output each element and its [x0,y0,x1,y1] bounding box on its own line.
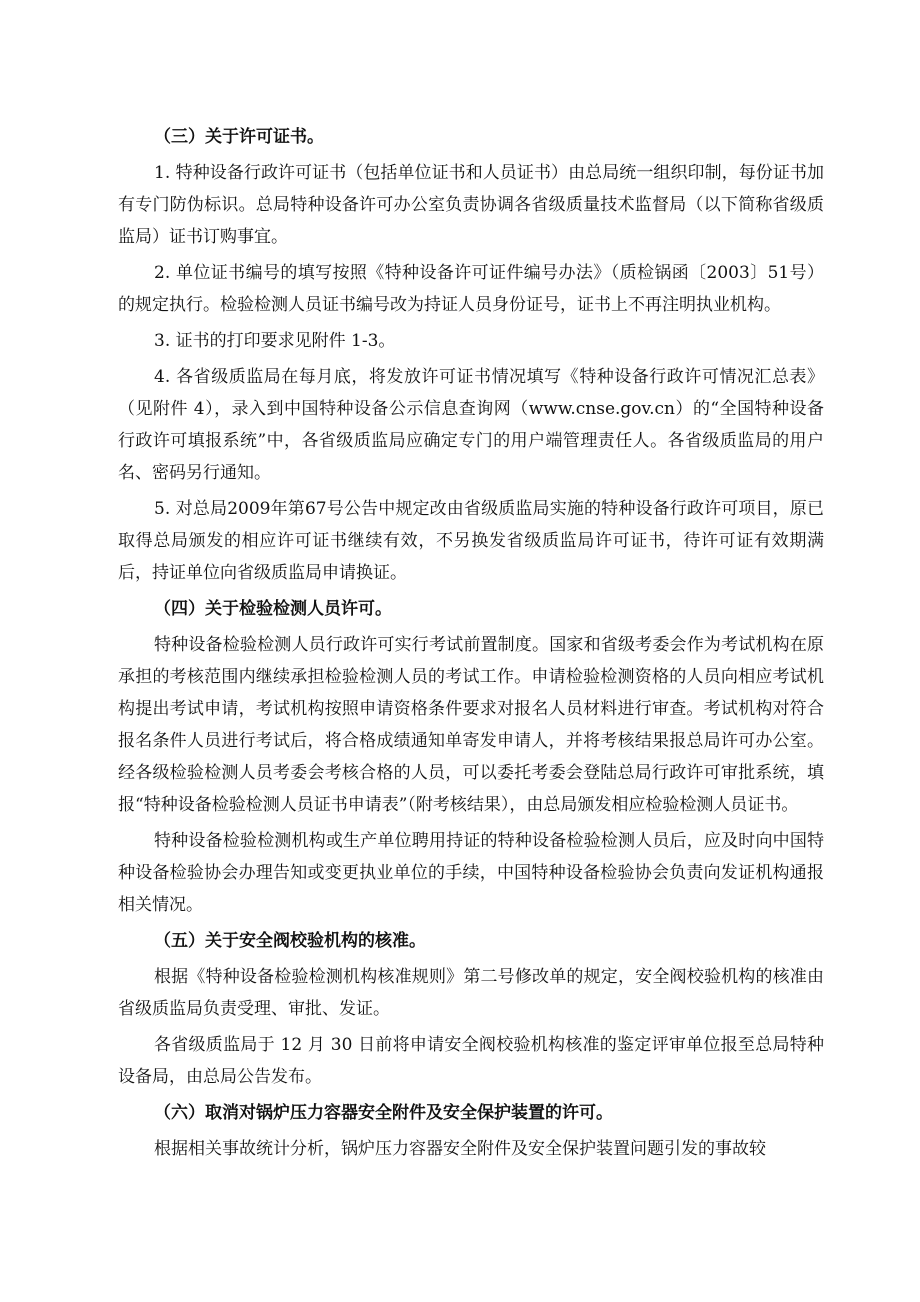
paragraph: 2. 单位证书编号的填写按照《特种设备许可证件编号办法》（质检锅函〔2003〕51号）的规定执行。检验检测人员证书编号改为持证人员身份证号，证书上不再注明执业机构。 [118,263,824,315]
paragraph: 根据相关事故统计分析，锅炉压力容器安全附件及安全保护装置问题引发的事故较 [154,1139,766,1159]
paragraph: 4. 各省级质监局在每月底，将发放许可证书情况填写《特种设备行政许可情况汇总表》（见附件 4），录入到中国特种设备公示信息查询网（www.cnse.gov.cn）的“全国特种设备行政许可填报系统”中，各省级质监局应确定专门的用户端管理责任人。各省级质监局的用户名、密码另行通知。 [118,367,824,483]
paragraph: 特种设备检验检测机构或生产单位聘用持证的特种设备检验检测人员后，应及时向中国特种设备检验协会办理告知或变更执业单位的手续，中国特种设备检验协会负责向发证机构通报相关情况。 [118,831,824,915]
paragraph: 根据《特种设备检验检测机构核准规则》第二号修改单的规定，安全阀校验机构的核准由省级质监局负责受理、审批、发证。 [118,967,824,1019]
section-heading-6: （六）取消对锅炉压力容器安全附件及安全保护装置的许可。 [154,1103,613,1123]
paragraph: 1. 特种设备行政许可证书（包括单位证书和人员证书）由总局统一组织印制，每份证书加有专门防伪标识。总局特种设备许可办公室负责协调各省级质量技术监督局（以下简称省级质监局）证书订购事宜。 [118,163,824,247]
paragraph: 3. 证书的打印要求见附件 1-3。 [154,331,396,351]
section-heading-4: （四）关于检验检测人员许可。 [154,599,392,619]
paragraph: 特种设备检验检测人员行政许可实行考试前置制度。国家和省级考委会作为考试机构在原承担的考核范围内继续承担检验检测人员的考试工作。申请检验检测资格的人员向相应考试机构提出考试申请，考试机构按照申请资格条件要求对报名人员材料进行审查。考试机构对符合报名条件人员进行考试后，将合格成绩通知单寄发申请人，并将考核结果报总局许可办公室。经各级检验检测人员考委会考核合格的人员，可以委托考委会登陆总局行政许可审批系统，填报“特种设备检验检测人员证书申请表”（附考核结果），由总局颁发相应检验检测人员证书。 [118,635,824,815]
paragraph: 5. 对总局2009年第67号公告中规定改由省级质监局实施的特种设备行政许可项目，原已取得总局颁发的相应许可证书继续有效，不另换发省级质监局许可证书，待许可证有效期满后，持证单位向省级质监局申请换证。 [118,499,824,583]
section-heading-5: （五）关于安全阀校验机构的核准。 [154,931,426,951]
section-heading-3: （三）关于许可证书。 [154,127,324,147]
paragraph: 各省级质监局于 12 月 30 日前将申请安全阀校验机构核准的鉴定评审单位报至总局特种设备局，由总局公告发布。 [118,1035,824,1087]
document-page [118,121,824,1169]
